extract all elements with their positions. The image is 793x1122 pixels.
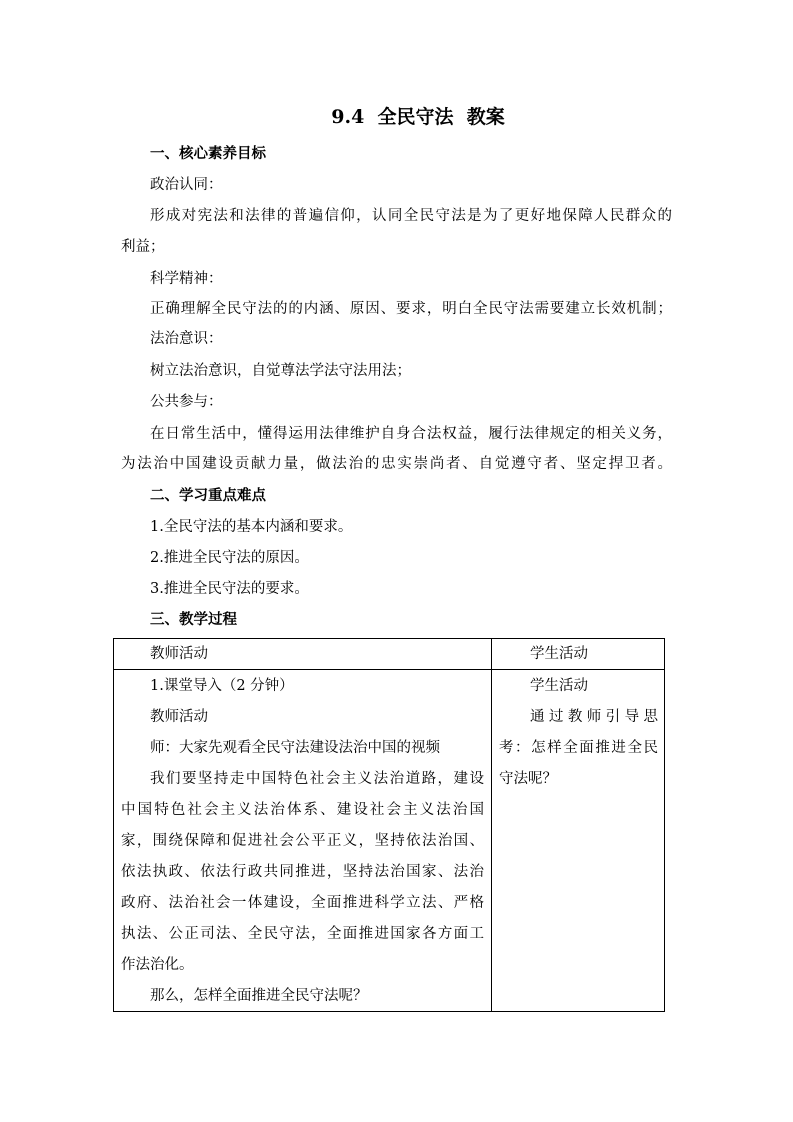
public-text-line-1: 在日常生活中，懂得运用法律维护自身合法权益，履行法律规定的相关义务， [150,426,672,442]
public-text-line-2: 为法治中国建设贡献力量，做法治的忠实崇尚者、自觉遵守者、坚定捍卫者。 [121,456,672,472]
section-heading-key-points: 二、学习重点难点 [150,487,266,504]
section-heading-teaching-process: 三、教学过程 [150,611,237,628]
public-label: 公共参与： [150,394,223,410]
teacher-line: 执法、公正司法、全民守法，全面推进国家各方面工 [121,926,484,942]
teacher-line: 政府、法治社会一体建设，全面推进科学立法、严格 [121,895,484,911]
table-header-divider [113,669,665,670]
law-text: 树立法治意识，自觉尊法学法守法用法； [150,363,411,379]
section-heading-core-literacy: 一、核心素养目标 [150,145,266,162]
teacher-line: 教师活动 [150,709,208,725]
key-point-2: 2.推进全民守法的原因。 [150,550,309,566]
law-label: 法治意识： [150,331,223,347]
politics-text-line-2: 利益； [121,239,165,255]
student-line: 学生活动 [530,678,588,694]
teacher-line: 师：大家先观看全民守法建设法治中国的视频 [150,740,440,756]
politics-text-line-1: 形成对宪法和法律的普遍信仰，认同全民守法是为了更好地保障人民群众的 [150,208,672,224]
teacher-line: 依法执政、依法行政共同推进，坚持法治国家、法治 [121,864,484,880]
teacher-line: 家，围绕保障和促进社会公平正义，坚持依法治国、 [121,833,484,849]
table-header-teacher: 教师活动 [150,646,208,662]
page-title: 9.4 全民守法 教案 [331,106,505,128]
student-line: 守法呢？ [499,771,557,787]
teacher-line: 中国特色社会主义法治体系、建设社会主义法治国 [121,802,484,818]
key-point-1: 1.全民守法的基本内涵和要求。 [150,519,353,535]
teacher-line: 我们要坚持走中国特色社会主义法治道路，建设 [150,771,484,787]
teacher-line: 1.课堂导入（2 分钟） [150,678,294,694]
politics-label: 政治认同： [150,177,223,193]
student-line: 考：怎样全面推进全民 [499,740,658,756]
science-label: 科学精神： [150,271,223,287]
key-point-3: 3.推进全民守法的要求。 [150,581,309,597]
table-header-student: 学生活动 [530,646,588,662]
table-column-divider [491,638,492,1012]
teacher-line: 作法治化。 [121,957,194,973]
student-line: 通过教师引导思 [530,709,658,725]
teacher-line: 那么，怎样全面推进全民守法呢？ [150,988,368,1004]
science-text: 正确理解全民守法的的内涵、原因、要求，明白全民守法需要建立长效机制； [150,301,672,317]
